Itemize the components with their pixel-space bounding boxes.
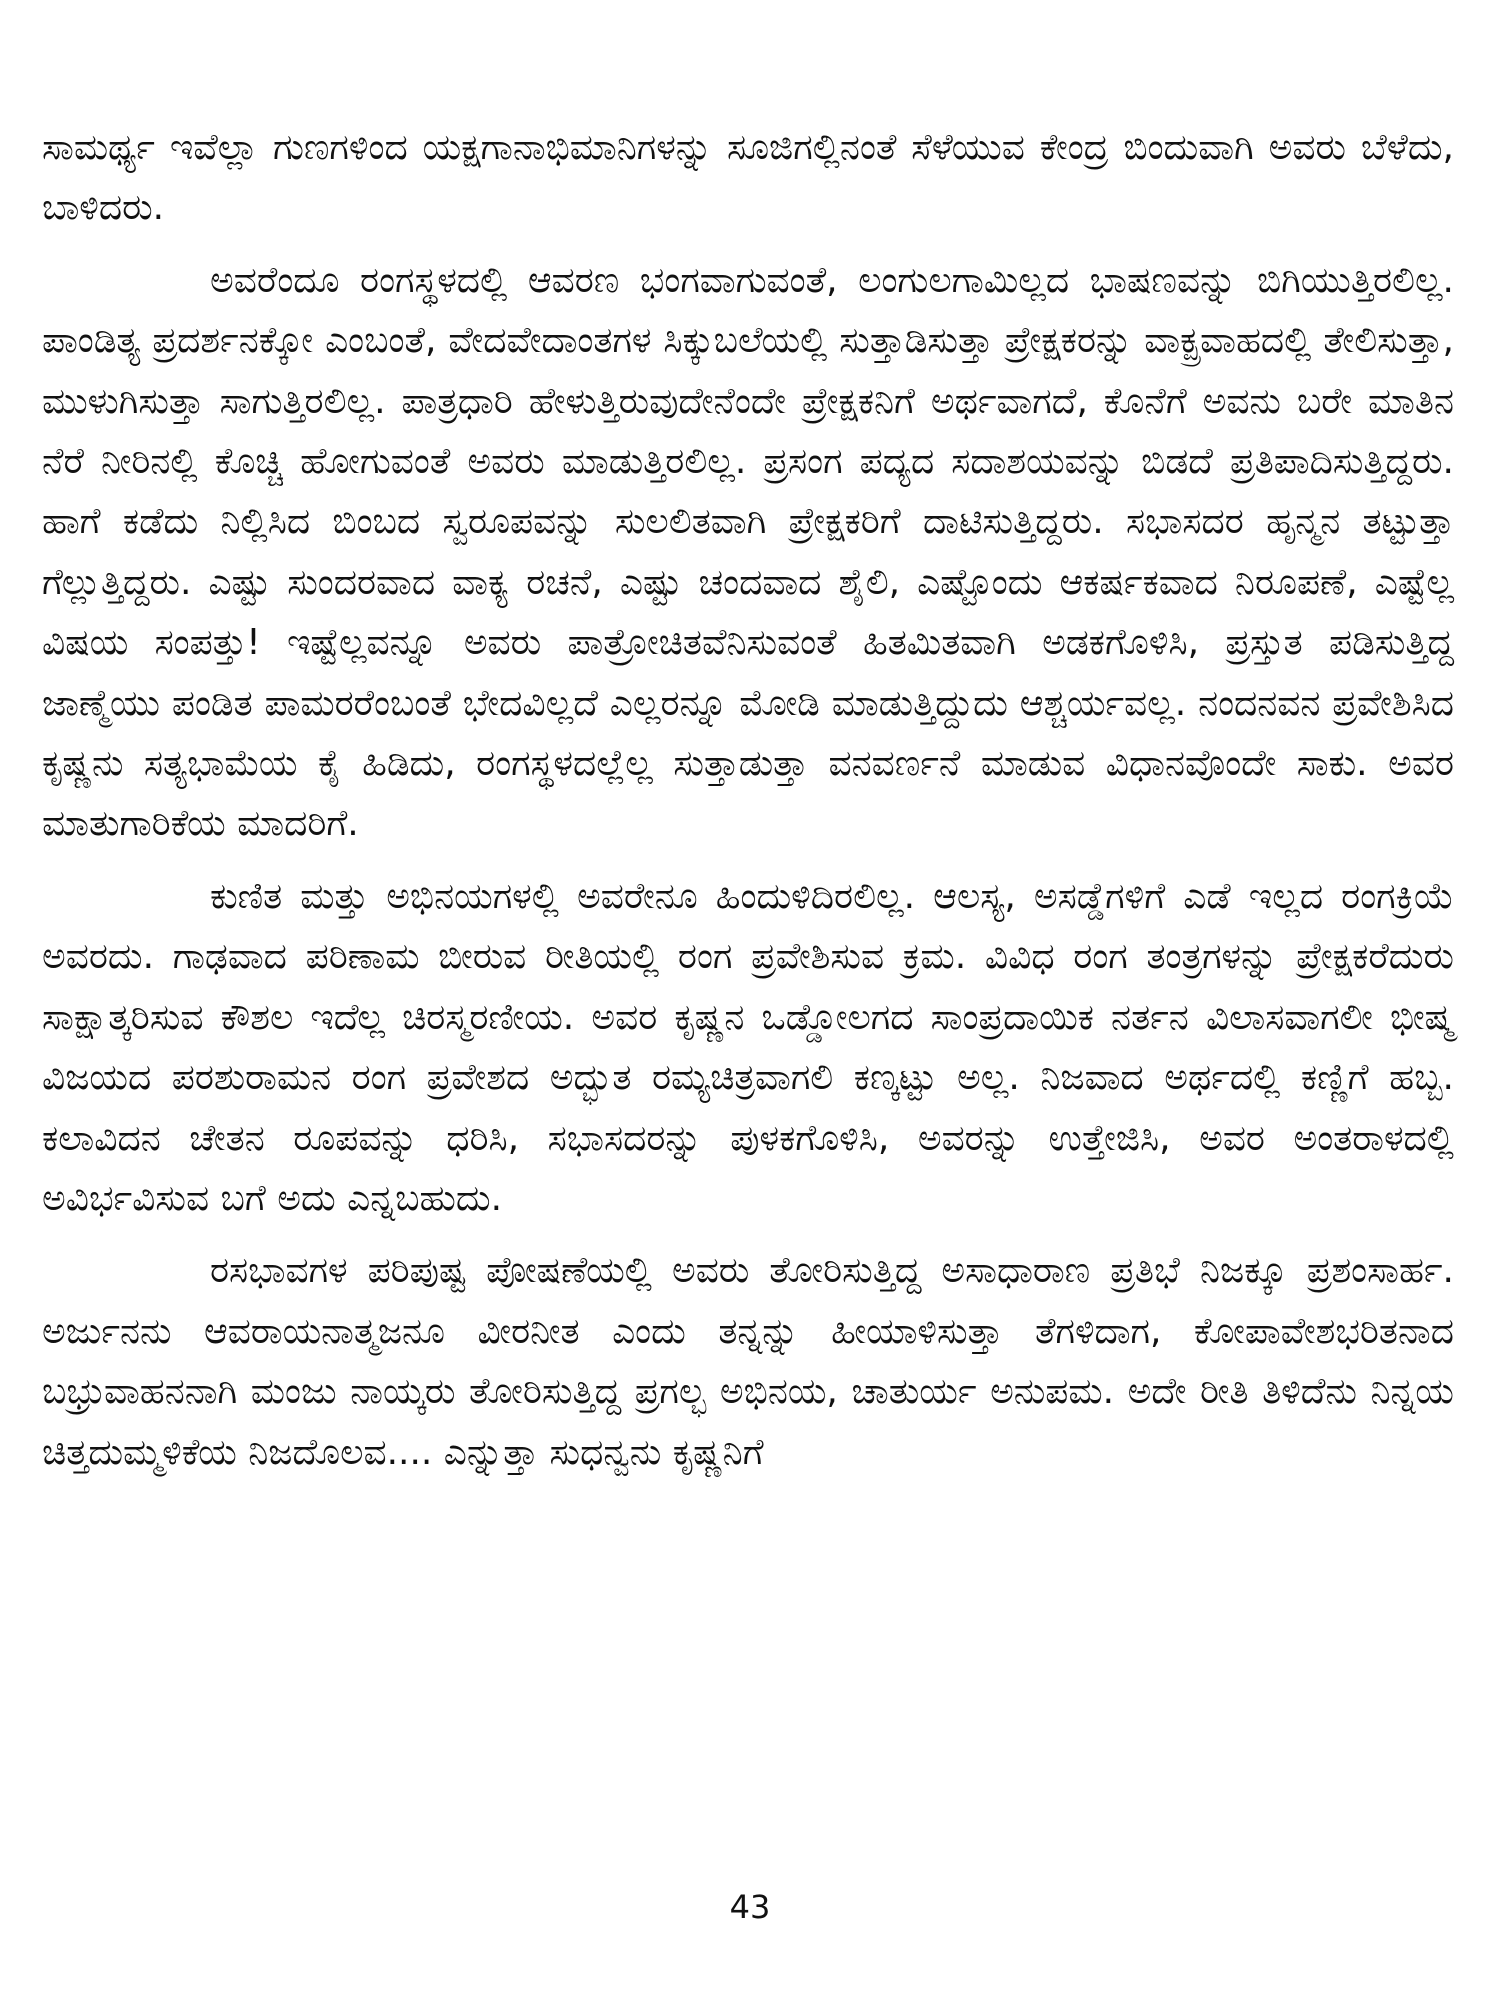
page-number: 43: [729, 1888, 771, 1926]
paragraph-speech-style: ಅವರೆಂದೂ ರಂಗಸ್ಥಳದಲ್ಲಿ ಆವರಣ ಭಂಗವಾಗುವಂತೆ, ಲಂಗುಲಗಾಮಿಲ್ಲದ ಭಾಷಣವನ್ನು ಬಿಗಿಯುತ್ತಿರಲಿಲ್ಲ. ಪಾಂಡಿತ್ಯ ಪ್ರದರ್ಶನಕ್ಕೋ ಎಂಬಂತೆ, ವೇದವೇದಾಂತಗಳ ಸಿಕ್ಕುಬಲೆಯಲ್ಲಿ ಸುತ್ತಾಡಿಸುತ್ತಾ ಪ್ರೇಕ್ಷಕರನ್ನು ವಾಕ್ಪ್ರವಾಹದಲ್ಲಿ ತೇಲಿಸುತ್ತಾ, ಮುಳುಗಿಸುತ್ತಾ ಸಾಗುತ್ತಿರಲಿಲ್ಲ. ಪಾತ್ರಧಾರಿ ಹೇಳುತ್ತಿರುವುದೇನೆಂದೇ ಪ್ರೇಕ್ಷಕನಿಗೆ ಅರ್ಥವಾಗದೆ, ಕೊನೆಗೆ ಅವನು ಬರೇ ಮಾತಿನ ನೆರೆ ನೀರಿನಲ್ಲಿ ಕೊಚ್ಚಿ ಹೋಗುವಂತೆ ಅವರು ಮಾಡುತ್ತಿರಲಿಲ್ಲ. ಪ್ರಸಂಗ ಪದ್ಯದ ಸದಾಶಯವನ್ನು ಬಿಡದೆ ಪ್ರತಿಪಾದಿಸುತ್ತಿದ್ದರು. ಹಾಗೆ ಕಡೆದು ನಿಲ್ಲಿಸಿದ ಬಿಂಬದ ಸ್ವರೂಪವನ್ನು ಸುಲಲಿತವಾಗಿ ಪ್ರೇಕ್ಷಕರಿಗೆ ದಾಟಿಸುತ್ತಿದ್ದರು. ಸಭಾಸದರ ಹೃನ್ಮನ ತಟ್ಟುತ್ತಾ ಗೆಲ್ಲುತ್ತಿದ್ದರು. ಎಷ್ಟು ಸುಂದರವಾದ ವಾಕ್ಯ ರಚನೆ, ಎಷ್ಟು ಚಂದವಾದ ಶೈಲಿ, ಎಷ್ಟೊಂದು ಆಕರ್ಷಕವಾದ ನಿರೂಪಣೆ, ಎಷ್ಟೆಲ್ಲ ವಿಷಯ ಸಂಪತ್ತು! ಇಷ್ಟೆಲ್ಲವನ್ನೂ ಅವರು ಪಾತ್ರೋಚಿತವೆನಿಸುವಂತೆ ಹಿತಮಿತವಾಗಿ ಅಡಕಗೊಳಿಸಿ, ಪ್ರಸ್ತುತ ಪಡಿಸುತ್ತಿದ್ದ ಜಾಣ್ಮೆಯು ಪಂಡಿತ ಪಾಮರರೆಂಬಂತೆ ಭೇದವಿಲ್ಲದೆ ಎಲ್ಲರನ್ನೂ ಮೋಡಿ ಮಾಡುತ್ತಿದ್ದುದು ಆಶ್ಚರ್ಯವಲ್ಲ. ನಂದನವನ ಪ್ರವೇಶಿಸಿದ ಕೃಷ್ಣನು ಸತ್ಯಭಾಮೆಯ ಕೈ ಹಿಡಿದು, ರಂಗಸ್ಥಳದಲ್ಲೆಲ್ಲ ಸುತ್ತಾಡುತ್ತಾ ವನವರ್ಣನೆ ಮಾಡುವ ವಿಧಾನವೊಂದೇ ಸಾಕು. ಅವರ ಮಾತುಗಾರಿಕೆಯ ಮಾದರಿಗೆ.: [42, 259, 1454, 845]
paragraph-dance-acting: ಕುಣಿತ ಮತ್ತು ಅಭಿನಯಗಳಲ್ಲಿ ಅವರೇನೂ ಹಿಂದುಳಿದಿರಲಿಲ್ಲ. ಆಲಸ್ಯ, ಅಸಡ್ಡೆಗಳಿಗೆ ಎಡೆ ಇಲ್ಲದ ರಂಗಕ್ರಿಯೆ ಅವರದು. ಗಾಢವಾದ ಪರಿಣಾಮ ಬೀರುವ ರೀತಿಯಲ್ಲಿ ರಂಗ ಪ್ರವೇಶಿಸುವ ಕ್ರಮ. ವಿವಿಧ ರಂಗ ತಂತ್ರಗಳನ್ನು ಪ್ರೇಕ್ಷಕರೆದುರು ಸಾಕ್ಷಾತ್ಕರಿಸುವ ಕೌಶಲ ಇದೆಲ್ಲ ಚಿರಸ್ಮರಣೀಯ. ಅವರ ಕೃಷ್ಣನ ಒಡ್ಡೋಲಗದ ಸಾಂಪ್ರದಾಯಿಕ ನರ್ತನ ವಿಲಾಸವಾಗಲೀ ಭೀಷ್ಮ ವಿಜಯದ ಪರಶುರಾಮನ ರಂಗ ಪ್ರವೇಶದ ಅದ್ಭುತ ರಮ್ಯಚಿತ್ರವಾಗಲಿ ಕಣ್ಕಟ್ಟು ಅಲ್ಲ. ನಿಜವಾದ ಅರ್ಥದಲ್ಲಿ ಕಣ್ಣಿಗೆ ಹಬ್ಬ. ಕಲಾವಿದನ ಚೇತನ ರೂಪವನ್ನು ಧರಿಸಿ, ಸಭಾಸದರನ್ನು ಪುಳಕಗೊಳಿಸಿ, ಅವರನ್ನು ಉತ್ತೇಜಿಸಿ, ಅವರ ಅಂತರಾಳದಲ್ಲಿ ಅವಿರ್ಭವಿಸುವ ಬಗೆ ಅದು ಎನ್ನಬಹುದು.: [42, 875, 1454, 1219]
paragraph-continuation: ಸಾಮರ್ಥ್ಯ ಇವೆಲ್ಲಾ ಗುಣಗಳಿಂದ ಯಕ್ಷಗಾನಾಭಿಮಾನಿಗಳನ್ನು ಸೂಜಿಗಲ್ಲಿನಂತೆ ಸೆಳೆಯುವ ಕೇಂದ್ರ ಬಿಂದುವಾಗಿ ಅವರು ಬೆಳೆದು, ಬಾಳಿದರು.: [42, 127, 1454, 229]
paragraph-rasa-bhava: ರಸಭಾವಗಳ ಪರಿಪುಷ್ಟ ಪೋಷಣೆಯಲ್ಲಿ ಅವರು ತೋರಿಸುತ್ತಿದ್ದ ಅಸಾಧಾರಾಣ ಪ್ರತಿಭೆ ನಿಜಕ್ಕೂ ಪ್ರಶಂಸಾರ್ಹ. ಅರ್ಜುನನು ಆವರಾಯನಾತ್ಮಜನೂ ವೀರನೀತ ಎಂದು ತನ್ನನ್ನು ಹೀಯಾಳಿಸುತ್ತಾ ತೆಗಳಿದಾಗ, ಕೋಪಾವೇಶಭರಿತನಾದ ಬಭ್ರುವಾಹನನಾಗಿ ಮಂಜು ನಾಯ್ಕರು ತೋರಿಸುತ್ತಿದ್ದ ಪ್ರಗಲ್ಭ ಅಭಿನಯ, ಚಾತುರ್ಯ ಅನುಪಮ. ಅದೇ ರೀತಿ ತಿಳಿದೆನು ನಿನ್ನಯ ಚಿತ್ತದುಮ್ಮಳಿಕೆಯ ನಿಜದೊಲವ.... ಎನ್ನುತ್ತಾ ಸುಧನ್ವನು ಕೃಷ್ಣನಿಗೆ: [42, 1250, 1454, 1473]
body-text: [42, 118, 1454, 1495]
